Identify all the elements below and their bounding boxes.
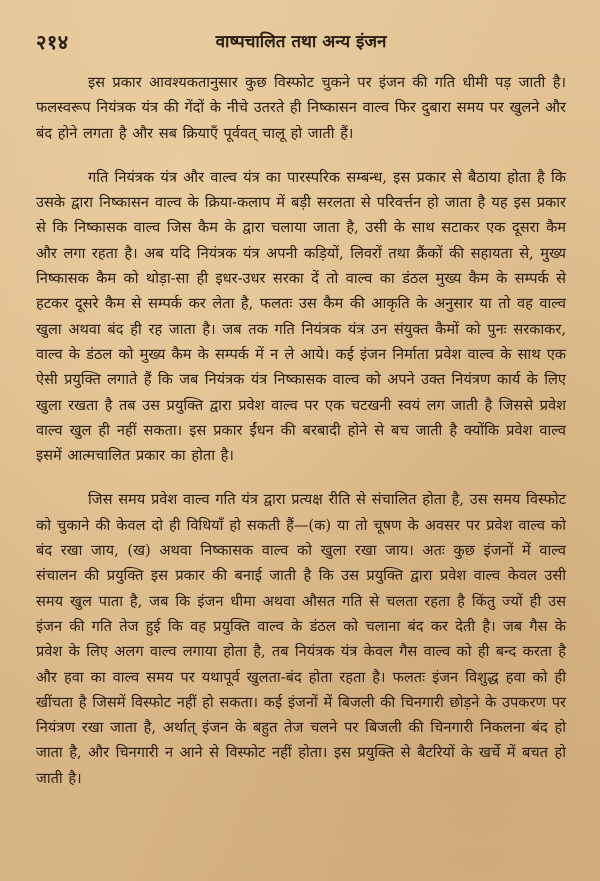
chapter-title: वाष्पचालित तथा अन्य इंजन xyxy=(215,32,387,52)
paragraph-3: जिस समय प्रवेश वाल्व गति यंत्र द्वारा प्रत्यक्ष रीति से संचालित होता है, उस समय विस्फोट को चुकाने की केवल दो ही विधियाँ हो सकती हैं—(क) या तो चूषण के अवसर पर प्रवेश वाल्व को बंद रखा जाय, (ख) अथवा निष्कासक वाल्व को खुला रखा जाय। अतः कुछ इंजनों में वाल्व संचालन की प्रयुक्ति इस प्रकार की बनाई जाती है कि उस प्रयुक्ति द्वारा प्रवेश वाल्व केवल उसी समय खुल पाता है, जब कि इंजन धीमा अथवा औसत गति से चलता रहता है किंतु ज्यों ही उस इंजन की गति तेज हुई कि वह प्रयुक्ति वाल्व के डंठल को चलाना बंद कर देती है। जब गैस के प्रवेश के लिए अलग वाल्व लगाया होता है, तब नियंत्रक यंत्र केवल गैस वाल्व को ही बन्द करता है और हवा का वाल्व समय पर यथापूर्व खुलता-बंद होता रहता है। फलतः इंजन विशुद्ध हवा को ही खींचता है जिसमें विस्फोट नहीं हो सकता। कई इंजनों में बिजली की चिनगारी छोड़ने के उपकरण पर नियंत्रण रखा जाता है, अर्थात् इंजन के बहुत तेज चलने पर बिजली की चिनगारी निकलना बंद हो जाता है, और चिनगारी न आने से विस्फोट नहीं होता। इस प्रयुक्ति से बैटरियों के खर्चे में बचत हो जाती है। xyxy=(36,491,566,787)
paragraph-1: इस प्रकार आवश्यकतानुसार कुछ विस्फोट चुकने पर इंजन की गति धीमी पड़ जाती है। फलस्वरूप नियंत्रक यंत्र की गेंदों के नीचे उतरते ही निष्कासन वाल्व फिर दुबारा समय पर खुलने और बंद होने लगता है और सब क्रियाएँ पूर्ववत् चालू हो जाती हैं। xyxy=(36,74,566,142)
running-header xyxy=(36,28,566,54)
paragraph-2: गति नियंत्रक यंत्र और वाल्व यंत्र का पारस्परिक सम्बन्ध, इस प्रकार से बैठाया होता है कि उसके द्वारा निष्कासन वाल्व के क्रिया-कलाप में बड़ी सरलता से परिवर्त्तन हो जाता है यह इस प्रकार से कि निष्कासक वाल्व जिस कैम के द्वारा चलाया जाता है, उसी के साथ सटाकर एक दूसरा कैम और लगा रहता है। अब यदि नियंत्रक यंत्र अपनी कड़ियों, लिवरों तथा क्रैंकों की सहायता से, मुख्य निष्कासक कैम को थोड़ा-सा ही इधर-उधर सरका दें तो वाल्व का डंठल मुख्य कैम के सम्पर्क से हटकर दूसरे कैम से सम्पर्क कर लेता है, फलतः उस कैम की आकृति के अनुसार या तो वह वाल्व खुला अथवा बंद ही रह जाता है। जब तक गति नियंत्रक यंत्र उन संयुक्त कैमों को पुनः सरकाकर, वाल्व के डंठल को मुख्य कैम के सम्पर्क में न ले आये। कई इंजन निर्माता प्रवेश वाल्व के साथ एक ऐसी प्रयुक्ति लगाते हैं कि जब नियंत्रक यंत्र निष्कासक वाल्व को अपने उक्त नियंत्रण कार्य के लिए खुला रखता है तब उस प्रयुक्ति द्वारा प्रवेश वाल्व पर एक चटखनी स्वयं लग जाती है जिससे प्रवेश वाल्व खुल ही नहीं सकता। इस प्रकार ईंधन की बरबादी होने से बच जाती है क्योंकि प्रवेश वाल्व इसमें आत्मचालित प्रकार का होता है। xyxy=(36,168,566,465)
page-number: २१४ xyxy=(36,30,69,54)
